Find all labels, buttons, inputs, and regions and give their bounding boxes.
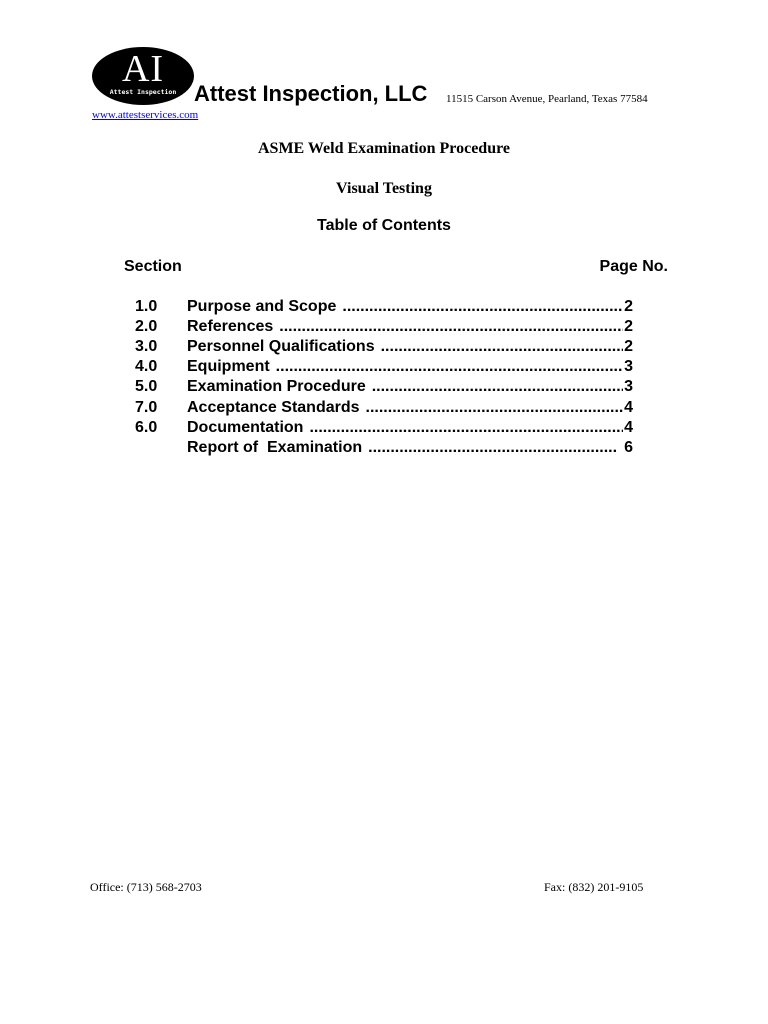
toc-section-number: 4.0 [135,358,158,375]
toc-entry [187,418,633,438]
toc-section-title: Examination Procedure [187,378,366,395]
toc-entry [187,297,633,317]
toc-row [0,418,768,438]
dot-leader [309,418,623,438]
toc-row [0,438,768,458]
toc-row [0,357,768,377]
dot-leader [279,317,623,337]
dot-leader [368,438,618,458]
dot-leader [366,398,624,418]
toc-row [0,337,768,357]
toc-entry [187,337,633,357]
toc-page-number: 2 [624,318,633,335]
page-column-header: Page No. [599,258,668,275]
toc-row [0,377,768,397]
section-column-header: Section [124,258,182,275]
document-subtitle: Visual Testing [336,180,432,197]
toc-row [0,398,768,418]
toc-section-number: 5.0 [135,378,158,395]
toc-entry [187,398,633,418]
toc-section-title: Report of Examination [187,439,363,456]
toc-page-number: 3 [624,378,633,395]
toc-heading: Table of Contents [317,217,451,234]
toc-row [0,317,768,337]
toc-section-number: 2.0 [135,318,158,335]
toc-page-number: 2 [624,338,633,355]
dot-leader [276,357,623,377]
toc-page-number: 4 [624,399,633,416]
toc-section-number: 6.0 [135,419,158,436]
toc-entry [187,438,633,458]
toc-section-title: Documentation [187,419,304,436]
toc-entry [187,357,633,377]
toc-page-number: 3 [624,358,633,375]
website-link[interactable]: www.attestservices.com [92,109,199,121]
toc-entry [187,317,633,337]
toc-entry [187,377,633,397]
toc-page-number: 6 [624,439,633,456]
toc-section-title: References [187,318,274,335]
dot-leader [372,377,623,397]
logo-letters: AI [121,48,165,90]
company-logo [92,47,194,105]
office-phone: Office: (713) 568-2703 [90,880,202,894]
toc-section-number: 3.0 [135,338,158,355]
toc-page-number: 2 [624,298,633,315]
toc-section-title: Equipment [187,358,270,375]
toc-section-title: Purpose and Scope [187,298,337,315]
document-title: ASME Weld Examination Procedure [257,140,510,157]
fax-number: Fax: (832) 201-9105 [544,880,644,894]
dot-leader [381,337,623,357]
logo-tagline: Attest Inspection [109,88,177,96]
toc-row [0,297,768,317]
toc-section-number: 1.0 [135,298,158,315]
toc-section-number: 7.0 [135,399,158,416]
company-name: Attest Inspection, LLC [194,81,428,106]
toc-section-title: Acceptance Standards [187,399,360,416]
toc-page-number: 4 [624,419,633,436]
company-address: 11515 Carson Avenue, Pearland, Texas 77584 [446,93,648,105]
dot-leader [342,297,623,317]
toc-section-title: Personnel Qualifications [187,338,375,355]
